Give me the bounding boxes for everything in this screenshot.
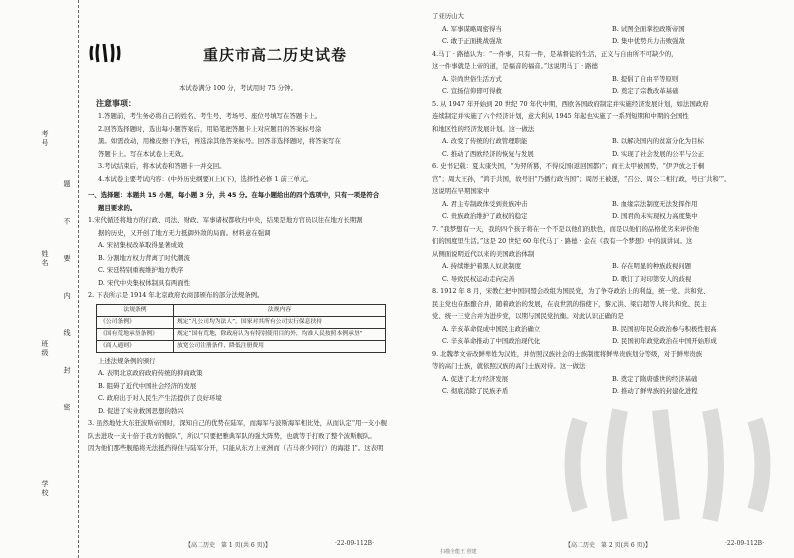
q5-options-row: [432, 148, 782, 161]
section1-heading-cont: 题目要求的。: [98, 203, 137, 212]
watermark-logo-icon: [560, 380, 780, 550]
exam-title: 重庆市高二历史试卷: [202, 46, 347, 64]
q1-option: B. 分割地方权力背离了时代潮流: [98, 253, 190, 262]
q2-option: A. 表明北京政府政府传统的抑商政策: [98, 369, 203, 377]
q3-option: B. 试图全面掌控政斯帝国: [612, 24, 685, 33]
q5-option: D. 实现了社会发展的公平与公正: [612, 149, 705, 158]
q2-lead: 上述法规条例的颁行: [98, 356, 156, 365]
q3-stem: 3. 虽然地处大东狂波斯帝国时，深知自己的优势在陆军，而海军与波斯海军相比处，从而认定“用一支小舰: [88, 419, 387, 427]
note-line: 1.答题前，考生务必将自己的姓名、考生号、考场号、座位号填写在答题卡上。: [98, 112, 322, 120]
table-cell: 《商人通则》: [97, 340, 174, 352]
q7-option: D. 歌订了对印第安人的歧视: [612, 274, 692, 283]
q4-options-row: [432, 85, 782, 98]
q4-option: B. 提倡了自由平等原则: [612, 74, 679, 83]
q1-option: C. 宋廷特别重视维护地方秩序: [98, 266, 184, 274]
note-line: 黑。如需改动，用橡皮擦干净后，再选涂其他答案标号。回答非选择题时，将答案写在: [98, 137, 341, 145]
table-cell: 规定“国有荒地，除政府认为有特别使用目的外，均准人民按照本例承垦”: [174, 328, 386, 340]
q8-option: C. 辛亥革命推动了中国政治现代化: [442, 337, 541, 345]
q8-option: A. 辛亥革命促成中国民主政治确立: [442, 324, 541, 333]
table-cell: 《国有荒地承垦条例》: [97, 328, 174, 340]
q7-stem: 从侧面说明近代以来的美国政治体制: [432, 249, 535, 258]
binding-sidebar: [0, 0, 79, 558]
right-page-footer: 【高二历史 第 2 页(共 6 页)】: [565, 542, 651, 549]
q7-options-row: [432, 260, 782, 273]
q5-option: A. 改变了传统的行政管理职能: [442, 137, 528, 145]
q1-stem: 据的历史，又开创了地方无力抵御外敌的局面。材料意在强调: [98, 228, 271, 237]
exam-number-label: 考号: [41, 130, 49, 148]
table-header: 法规条例: [97, 304, 174, 316]
q3-option: D. 集中优势兵力击败强敌: [612, 37, 685, 45]
left-page-footer: 【高二历史 第 1 页(共 6 页)】: [185, 542, 271, 549]
q8-option: B. 民国初年民众政治参与积极性很高: [612, 324, 717, 333]
q7-stem: 7. “我梦想有一天，我的四个孩子将在一个不是以他们的肤色，而是以他们的品格优劣来评价他: [432, 224, 700, 233]
q6-stem: 这说明在早期国家中: [432, 187, 490, 195]
note-line: 3.考试结束后，将本试卷和答题卡一并交回。: [98, 162, 226, 170]
table-row: [97, 316, 386, 328]
q8-stem: 民主党也在酝酿合并，随着政治的发展，在袁世凯的指使下，黎元洪、梁启超等人将共和党、民主: [432, 299, 707, 308]
scanner-note: 扫描全能王 创建: [440, 549, 477, 555]
q5-options-row: [432, 135, 782, 148]
right-page-code: ·22-09-112B·: [725, 540, 764, 547]
q3-stem: 队去进攻一支十倍于我方的舰队”，所以“只要把雅典军队的强大阵势，也就等于打败了整个波斯舰队。: [88, 431, 376, 440]
table-cell: 《公司条例》: [97, 316, 174, 328]
q3-tail: 了亚历山大: [432, 12, 464, 20]
q9-stem: 9. 北魏孝文帝改鲜卑姓为汉姓，并仿照汉族社会的士族制度将鲜卑贵族划分等级，对于鲜卑贵族: [432, 349, 703, 358]
q9-stem: 等的高门士族，就依照汉族的高门士族对待。这一做法: [432, 362, 586, 370]
table-cell: 规定“凡公司均为法人”，国家对其所有公司实行保息扶持: [174, 316, 386, 328]
note-line: 答题卡上。写在本试卷上无效。: [98, 149, 188, 158]
table-cell: 放宽公司注册条件，降低注册费用: [174, 340, 386, 352]
q3-options-row: [432, 35, 782, 48]
q7-option: B. 存在明显的种族歧视问题: [612, 262, 692, 270]
law-table: [96, 304, 386, 353]
q8-option: D. 民国初年政党政治在中国开始形成: [612, 337, 717, 345]
q4-option: C. 宣扬信仰即可得救: [442, 87, 502, 95]
q4-option: D. 奠定了宗教改革基础: [612, 87, 679, 95]
q3-option: C. 敢于正面挑战强敌: [442, 37, 502, 45]
q7-option: A. 持续维护着黑人奴隶制度: [442, 262, 521, 270]
q8-stem: 8. 1912 年 8 月，宋教仁把中国同盟会改组为国民党，为了争夺政治上的利益，统一党、共和党、: [432, 287, 710, 295]
notes-heading: 注意事项：: [96, 98, 136, 108]
q9-option: B. 奠定了隋唐盛世的经济基础: [612, 374, 698, 383]
note-line: 2.回答选择题时，选出每小题答案后，用铅笔把答题卡上对应题目的答案标号涂: [98, 124, 322, 133]
q3-stem: 因为他们那些舰船将无法抵挡得住与陆军分开，只能从东方上亚洲而（吉马喜少同行）的海港 ]”。这表明: [88, 444, 384, 452]
q1-option: D. 宋代中央集权体制具有两面性: [98, 278, 191, 287]
q5-option: C. 推动了西欧经济的恢复与发展: [442, 149, 534, 158]
q6-options-row: [432, 210, 782, 223]
exam-logo-icon: [88, 38, 122, 68]
q9-option: A. 促进了北方经济发展: [442, 374, 509, 383]
q6-options-row: [432, 198, 782, 211]
table-row: [97, 328, 386, 340]
q7-option: C. 导致民权运动走向完善: [442, 274, 515, 283]
q2-option: B. 阻碍了近代中国社会经济的发展: [98, 381, 197, 390]
left-column: [88, 82, 388, 455]
q6-option: B. 血缘宗法制度无法发挥作用: [612, 199, 698, 208]
q6-stem: 宫”；周大王孙，“鸿于共国，故号旧“乃播行政当国”；周厉王被逐，“召公、周公二相行政，号曰‘共和’”。: [432, 174, 731, 183]
q1-stem: 1.宋代循还将地方的行政、司法、财政、军事诸权都收归中央，结果是地方官员以往在地方长期割: [88, 216, 363, 224]
q4-options-row: [432, 73, 782, 86]
section1-heading: 一、选择题：本题共 15 小题，每小题 3 分，共 45 分。在每小题给出的四个选项中，只有一项是符合: [88, 191, 380, 199]
note-line: 4.本试卷主要考试内容：(中外历史纲要)(上)(下)，选择性必修 1 前三单元。: [98, 174, 313, 183]
table-row: [97, 340, 386, 352]
q2-option: C. 政府出于对人民生产生活提供了良好环境: [98, 394, 222, 402]
q2-option: D. 促进了实业救国思想的勃兴: [98, 406, 184, 415]
name-label: 姓名: [41, 250, 49, 268]
q6-stem: 6. 史书记载：夏太康失国，“为羿所篡，不得反国(返回国都)”；商王太甲被国势，“伊尹放之于桐: [432, 162, 705, 170]
q8-options-row: [432, 335, 782, 348]
q5-option: B. 以解决国内的贫富分化为目标: [612, 137, 704, 145]
q3-option: A. 军事谋略周密得当: [442, 24, 502, 33]
q7-options-row: [432, 273, 782, 286]
left-page-code: ·22-09-112B·: [335, 540, 374, 547]
seal-line-text: 题 不 要 内 线 封 密: [63, 180, 71, 425]
q9-option: D. 推动了鲜卑族的封建化进程: [612, 387, 698, 395]
q5-stem: 5. 从 1947 年开始到 20 世纪 70 年代中期，西欧各国政府制定并实施经济发展计划，如法国政府: [432, 99, 709, 108]
q6-option: C. 贵族政治维护了政权的稳定: [442, 212, 528, 220]
q5-stem: 连续制定并实施了六个经济计划，意大利从 1945 年起也实施了一系列短期和中期的全国性: [432, 112, 689, 120]
q4-stem: 4.马丁 · 路德认为：“一件事，只有一件，是基督徒的生活，正义与自由所不可缺少的，: [432, 49, 678, 58]
score-time-text: 本试卷满分 100 分，考试用时 75 分钟。: [179, 84, 297, 92]
q3-options-row: [432, 23, 782, 36]
q1-option: A. 宋初集权改革取得显著成效: [98, 241, 184, 249]
right-column: [432, 10, 782, 398]
table-header: 法规内容: [174, 304, 386, 316]
q5-stem: 和地区性的经济发展计划。这一做法: [432, 124, 535, 133]
class-label: 班级: [41, 340, 49, 358]
q4-option: A. 崇尚世俗生活方式: [442, 74, 502, 83]
q8-options-row: [432, 323, 782, 336]
q6-option: D. 国君尚未实现权力高度集中: [612, 212, 698, 220]
q8-stem: 党、统一三党合并为进步党，以期与国民党抗衡。对此认识正确的是: [432, 312, 624, 320]
q6-option: A. 君主专制政体受到贵族冲击: [442, 199, 528, 208]
q9-option: C. 彻底消除了民族矛盾: [442, 387, 509, 395]
q4-stem: 这一件事就是上帝的道，是福音的福音。”这说明马丁 · 路德: [432, 62, 598, 70]
school-label: 学校: [41, 480, 49, 498]
q7-stem: 们的国度里生活。”这是 20 世纪 60 年代马丁 · 路德 · 金在《我有一个梦想》中的演讲词。这: [432, 237, 693, 245]
q2-stem: 2. 下表所示是 1914 年北京政府农商部颁布的部分法规条例。: [88, 291, 264, 299]
